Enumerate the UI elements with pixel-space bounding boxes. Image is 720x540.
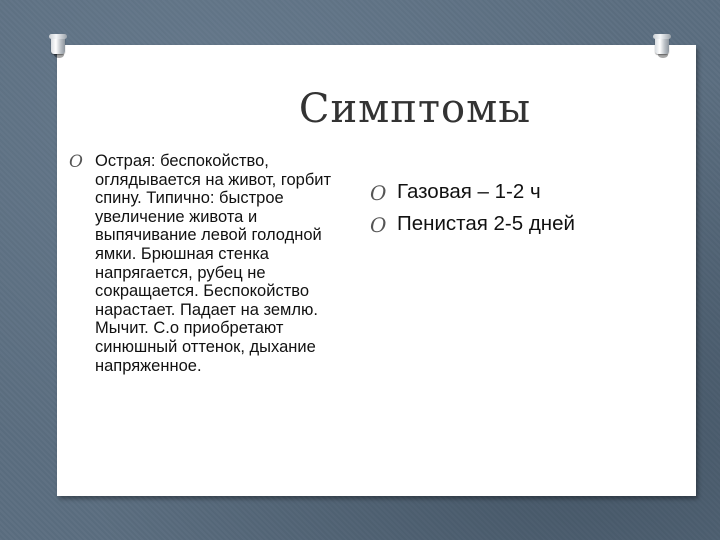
pushpin-icon	[652, 34, 672, 60]
pushpin-icon	[48, 34, 68, 60]
list-item	[370, 176, 670, 208]
right-bullet-list	[370, 176, 670, 240]
list-item	[69, 152, 349, 375]
left-bullet-list	[69, 152, 349, 375]
bullet-marker: O	[370, 181, 387, 205]
bullet-marker: O	[69, 152, 83, 172]
bullet-text: Острая: беспокойство, оглядывается на живот, горбит спину. Типично: быстрое увеличение живота и выпячивание левой голодной ямки. Брюшная стенка напрягается, рубец не сокращается. Беспокойство нарастает. Падает на землю. Мычит. С.о приобретают синюшный оттенок, дыхание напряженное.	[95, 152, 332, 375]
bullet-marker: O	[370, 213, 387, 237]
bullet-text: Пенистая 2-5 дней	[397, 212, 575, 235]
bullet-text: Газовая – 1-2 ч	[397, 180, 541, 203]
slide-title: Симптомы	[298, 86, 532, 132]
list-item	[370, 208, 670, 240]
